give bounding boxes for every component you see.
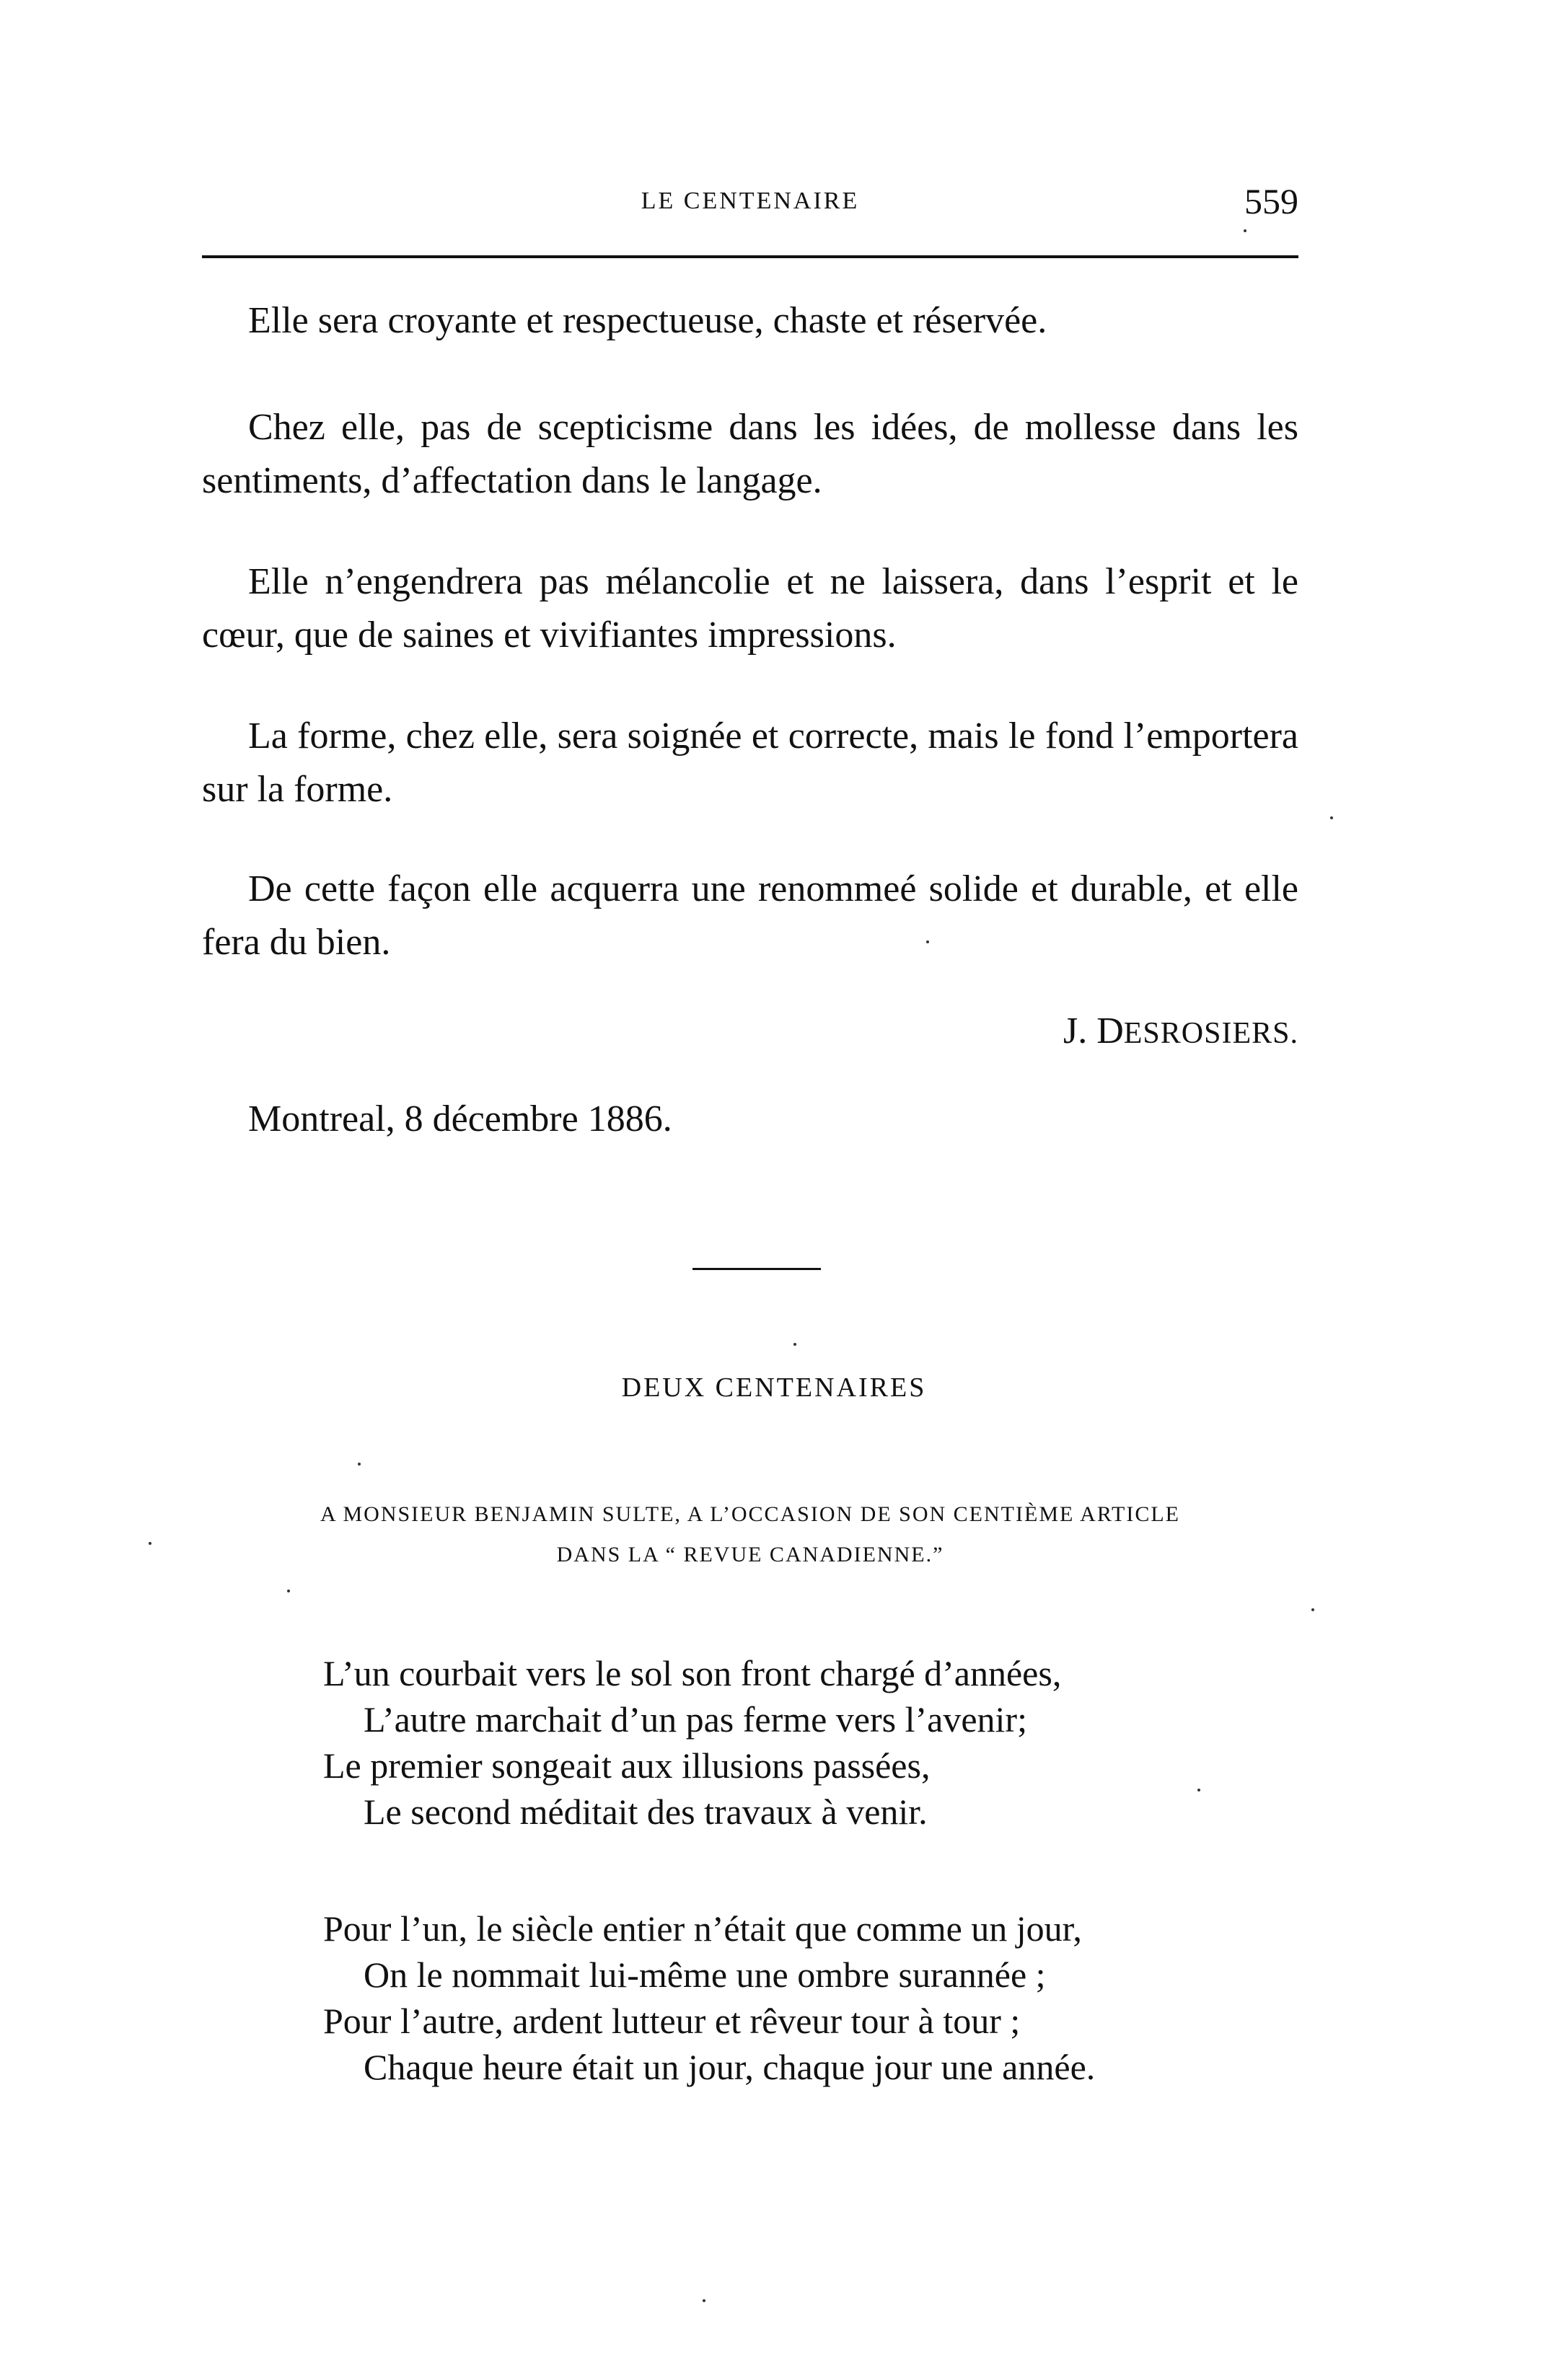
- verse-line: L’autre marchait d’un pas ferme vers l’avenir;: [364, 1699, 1027, 1740]
- verse-line: Le premier songeait aux illusions passées,: [323, 1745, 931, 1786]
- paragraph-1: Elle sera croyante et respectueuse, chaste et réservée.: [248, 300, 1047, 341]
- paragraph-3: Elle n’engendrera pas mélancolie et ne laissera, dans l’esprit et le cœur, que de saines et vivifiantes impressions.: [202, 561, 1298, 656]
- poem-stanza-2: [323, 1905, 1261, 2090]
- poem-stanza-1: [323, 1650, 1261, 1835]
- scan-speck: [1311, 1608, 1314, 1611]
- running-title: LE CENTENAIRE: [641, 188, 860, 214]
- scan-speck: [287, 1590, 290, 1592]
- author-signature: [1063, 1010, 1298, 1052]
- paragraph-4: La forme, chez elle, sera soignée et correcte, mais le fond l’emportera sur la forme.: [202, 715, 1298, 810]
- verse-line: On le nommait lui-même une ombre surannée ;: [364, 1954, 1046, 1995]
- poem-title: DEUX CENTENAIRES: [621, 1372, 927, 1403]
- scan-speck: [926, 940, 929, 943]
- dedication-line-2: DANS LA “ REVUE CANADIENNE.”: [556, 1543, 944, 1566]
- scan-speck: [1330, 816, 1333, 819]
- scan-speck: [793, 1343, 796, 1346]
- section-divider: [692, 1268, 821, 1270]
- verse-line: L’un courbait vers le sol son front chargé d’années,: [323, 1653, 1062, 1693]
- page-number: 559: [1244, 181, 1298, 221]
- scan-speck: [358, 1463, 361, 1466]
- poem-dedication: [202, 1494, 1298, 1575]
- header-rule: [202, 255, 1298, 258]
- signature-initial: J. D: [1063, 1010, 1124, 1052]
- verse-line: Pour l’un, le siècle entier n’était que comme un jour,: [323, 1908, 1082, 1949]
- dedication-line-1: A MONSIEUR BENJAMIN SULTE, A L’OCCASION DE SON CENTIÈME ARTICLE: [320, 1502, 1181, 1526]
- dateline: Montreal, 8 décembre 1886.: [248, 1098, 672, 1140]
- paragraph-2: Chez elle, pas de scepticisme dans les idées, de mollesse dans les sentiments, d’affectation dans le langage.: [202, 407, 1298, 501]
- verse-line: Le second méditait des travaux à venir.: [364, 1791, 928, 1832]
- scan-speck: [703, 2299, 705, 2302]
- verse-line: Pour l’autre, ardent lutteur et rêveur tour à tour ;: [323, 2001, 1021, 2041]
- scan-speck: [1197, 1789, 1200, 1791]
- verse-line: Chaque heure était un jour, chaque jour une année.: [364, 2047, 1096, 2087]
- scan-speck: [149, 1542, 151, 1545]
- signature-surname: ESROSIERS.: [1123, 1017, 1298, 1050]
- scan-speck: [1244, 229, 1246, 232]
- running-head: [202, 180, 1298, 231]
- paragraph-5: De cette façon elle acquerra une renommeé solide et durable, et elle fera du bien.: [202, 868, 1298, 963]
